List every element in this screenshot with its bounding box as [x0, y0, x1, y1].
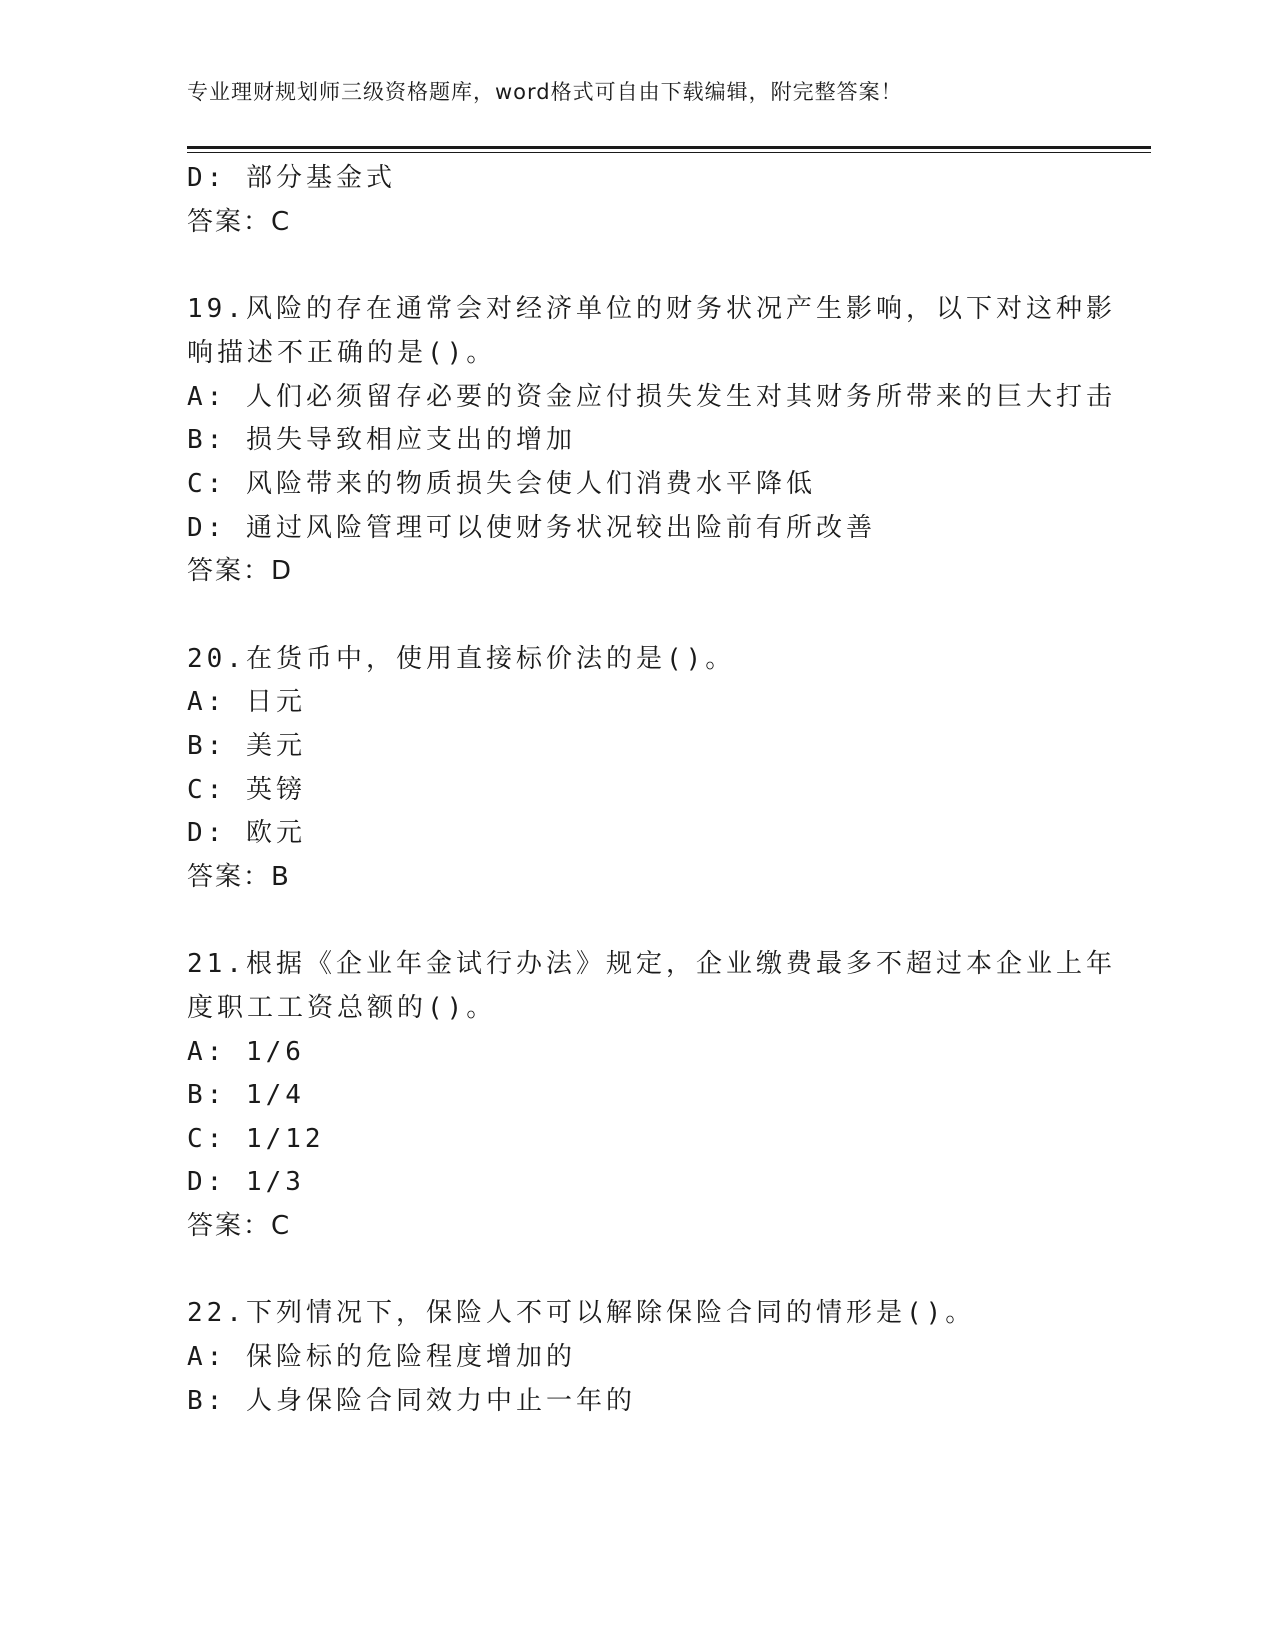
q21-option-d: D: 1/3	[187, 1167, 305, 1197]
header-rule-thin	[187, 152, 1151, 153]
page-header: 专业理财规划师三级资格题库，word格式可自由下载编辑，附完整答案！	[187, 80, 903, 104]
q20-option-d: D: 欧元	[187, 818, 306, 848]
q19-option-b: B: 损失导致相应支出的增加	[187, 425, 576, 455]
prev-question-answer: 答案：C	[187, 207, 292, 237]
q20-stem-line1: 20.在货币中，使用直接标价法的是()。	[187, 644, 736, 674]
q19-stem-line2: 响描述不正确的是()。	[187, 338, 497, 368]
q20-option-a: A: 日元	[187, 687, 306, 717]
q21-option-a: A: 1/6	[187, 1037, 305, 1067]
prev-question-option-d: D: 部分基金式	[187, 163, 396, 193]
q21-stem-line1: 21.根据《企业年金试行办法》规定，企业缴费最多不超过本企业上年	[187, 949, 1116, 979]
q20-option-b: B: 美元	[187, 731, 306, 761]
q22-stem-line1: 22.下列情况下，保险人不可以解除保险合同的情形是()。	[187, 1298, 976, 1328]
q21-stem-line2: 度职工工资总额的()。	[187, 993, 497, 1023]
q20-option-c: C: 英镑	[187, 775, 306, 805]
q21-option-b: B: 1/4	[187, 1080, 305, 1110]
q19-stem-line1: 19.风险的存在通常会对经济单位的财务状况产生影响，以下对这种影	[187, 294, 1116, 324]
q21-option-c: C: 1/12	[187, 1124, 325, 1154]
q20-answer: 答案：B	[187, 862, 291, 892]
q22-option-a: A: 保险标的危险程度增加的	[187, 1342, 576, 1372]
q19-option-a: A: 人们必须留存必要的资金应付损失发生对其财务所带来的巨大打击	[187, 382, 1116, 412]
q21-answer: 答案：C	[187, 1211, 292, 1241]
q19-option-c: C: 风险带来的物质损失会使人们消费水平降低	[187, 469, 816, 499]
q19-option-d: D: 通过风险管理可以使财务状况较出险前有所改善	[187, 513, 876, 543]
header-rule-thick	[187, 146, 1151, 149]
q22-option-b: B: 人身保险合同效力中止一年的	[187, 1386, 636, 1416]
q19-answer: 答案：D	[187, 556, 294, 586]
